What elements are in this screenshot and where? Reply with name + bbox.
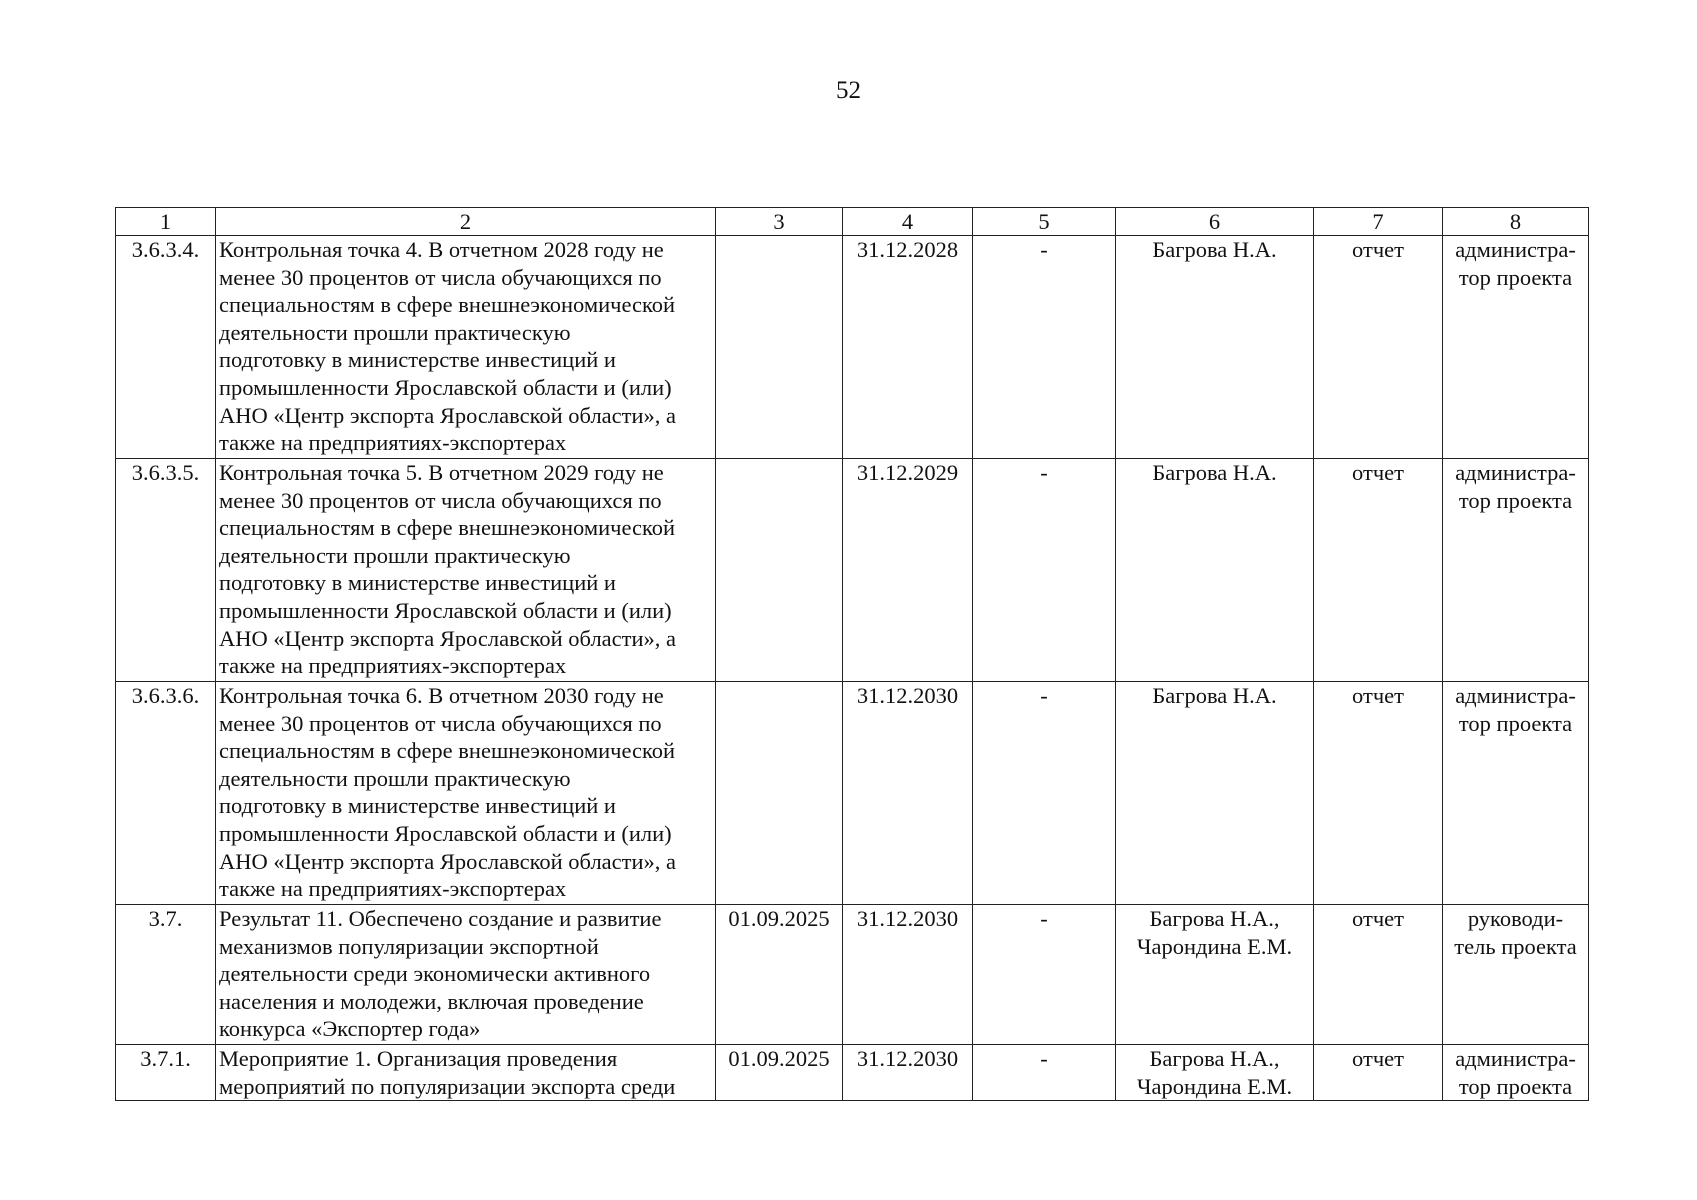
header-cell: 8 xyxy=(1443,208,1589,236)
description-line: АНО «Центр экспорта Ярославской области», а xyxy=(219,848,677,874)
table-row xyxy=(116,236,1589,459)
responsible-name: Багрова Н.А., xyxy=(1149,906,1280,931)
item-number: 3.6.3.4. xyxy=(116,236,216,459)
result-type: отчет xyxy=(1314,459,1443,682)
page-number: 52 xyxy=(836,77,861,104)
description-line: деятельности прошли практическую xyxy=(219,542,571,568)
start-date xyxy=(716,459,843,682)
end-date: 31.12.2028 xyxy=(843,236,973,459)
role xyxy=(1443,905,1589,1045)
description-line: промышленности Ярославской области и (или) xyxy=(219,820,672,846)
header-cell: 1 xyxy=(116,208,216,236)
item-description xyxy=(216,236,716,459)
role-line: тор проекта xyxy=(1458,264,1573,290)
item-number: 3.7.1. xyxy=(116,1045,216,1101)
responsible-name: Чарондина Е.М. xyxy=(1136,1073,1293,1099)
role-line: администра- xyxy=(1455,237,1576,262)
description-line: АНО «Центр экспорта Ярославской области», а xyxy=(219,402,677,428)
role xyxy=(1443,682,1589,905)
plan-table xyxy=(115,207,1589,1101)
col5-value: - xyxy=(973,905,1116,1045)
responsible-name: Багрова Н.А., xyxy=(1149,1046,1280,1071)
header-cell: 5 xyxy=(973,208,1116,236)
description-line: населения и молодежи, включая проведение xyxy=(219,988,644,1014)
responsible-name: Багрова Н.А. xyxy=(1152,683,1277,708)
table-row xyxy=(116,682,1589,905)
header-row xyxy=(116,208,1589,236)
description-line: менее 30 процентов от числа обучающихся по xyxy=(219,710,662,736)
role-line: тель проекта xyxy=(1454,933,1577,959)
description-line: Контрольная точка 4. В отчетном 2028 году не xyxy=(219,237,664,262)
description-line: менее 30 процентов от числа обучающихся по xyxy=(219,264,662,290)
role-line: тор проекта xyxy=(1458,1073,1573,1099)
responsible-name: Багрова Н.А. xyxy=(1152,460,1277,485)
col5-value: - xyxy=(973,236,1116,459)
header-cell: 6 xyxy=(1116,208,1314,236)
table-row xyxy=(116,459,1589,682)
start-date xyxy=(716,682,843,905)
description-line: конкурса «Экспортер года» xyxy=(219,1016,481,1042)
description-line: специальностям в сфере внешнеэкономической xyxy=(219,292,676,318)
responsible-name: Чарондина Е.М. xyxy=(1136,933,1293,959)
col5-value: - xyxy=(973,682,1116,905)
description-line: мероприятий по популяризации экспорта среди xyxy=(219,1073,676,1099)
role xyxy=(1443,1045,1589,1101)
start-date xyxy=(716,236,843,459)
col5-value: - xyxy=(973,459,1116,682)
role-line: тор проекта xyxy=(1458,487,1573,513)
description-line: подготовку в министерстве инвестиций и xyxy=(219,793,616,819)
responsible xyxy=(1116,905,1314,1045)
description-line: Контрольная точка 5. В отчетном 2029 году не xyxy=(219,460,664,485)
end-date: 31.12.2030 xyxy=(843,1045,973,1101)
end-date: 31.12.2030 xyxy=(843,905,973,1045)
header-cell: 2 xyxy=(216,208,716,236)
role-line: администра- xyxy=(1455,683,1576,708)
description-line: также на предприятиях-экспортерах xyxy=(219,653,567,679)
header-cell: 3 xyxy=(716,208,843,236)
start-date: 01.09.2025 xyxy=(716,1045,843,1101)
role-line: администра- xyxy=(1455,1046,1576,1071)
description-line: механизмов популяризации экспортной xyxy=(219,933,599,959)
item-description xyxy=(216,1045,716,1101)
description-line: Мероприятие 1. Организация проведения xyxy=(219,1046,618,1071)
start-date: 01.09.2025 xyxy=(716,905,843,1045)
description-line: специальностям в сфере внешнеэкономической xyxy=(219,515,676,541)
responsible xyxy=(1116,236,1314,459)
end-date: 31.12.2029 xyxy=(843,459,973,682)
header-cell: 7 xyxy=(1314,208,1443,236)
item-description xyxy=(216,459,716,682)
result-type: отчет xyxy=(1314,236,1443,459)
description-line: подготовку в министерстве инвестиций и xyxy=(219,347,616,373)
description-line: промышленности Ярославской области и (или) xyxy=(219,597,672,623)
responsible xyxy=(1116,459,1314,682)
item-description xyxy=(216,682,716,905)
description-line: специальностям в сфере внешнеэкономической xyxy=(219,738,676,764)
item-number: 3.7. xyxy=(116,905,216,1045)
description-line: менее 30 процентов от числа обучающихся по xyxy=(219,487,662,513)
description-line: также на предприятиях-экспортерах xyxy=(219,430,567,456)
description-line: также на предприятиях-экспортерах xyxy=(219,876,567,902)
item-number: 3.6.3.5. xyxy=(116,459,216,682)
description-line: деятельности прошли практическую xyxy=(219,319,571,345)
description-line: АНО «Центр экспорта Ярославской области», а xyxy=(219,625,677,651)
role-line: администра- xyxy=(1455,460,1576,485)
role xyxy=(1443,459,1589,682)
item-number: 3.6.3.6. xyxy=(116,682,216,905)
role-line: руководи- xyxy=(1467,906,1564,931)
responsible xyxy=(1116,1045,1314,1101)
result-type: отчет xyxy=(1314,682,1443,905)
description-line: подготовку в министерстве инвестиций и xyxy=(219,570,616,596)
result-type: отчет xyxy=(1314,1045,1443,1101)
description-line: Контрольная точка 6. В отчетном 2030 году не xyxy=(219,683,664,708)
table-row xyxy=(116,1045,1589,1101)
responsible-name: Багрова Н.А. xyxy=(1152,237,1277,262)
role-line: тор проекта xyxy=(1458,710,1573,736)
responsible xyxy=(1116,682,1314,905)
header-cell: 4 xyxy=(843,208,973,236)
description-line: деятельности среди экономически активного xyxy=(219,961,651,987)
result-type: отчет xyxy=(1314,905,1443,1045)
end-date: 31.12.2030 xyxy=(843,682,973,905)
description-line: Результат 11. Обеспечено создание и развитие xyxy=(219,906,662,931)
table-row xyxy=(116,905,1589,1045)
description-line: промышленности Ярославской области и (или) xyxy=(219,374,672,400)
role xyxy=(1443,236,1589,459)
col5-value: - xyxy=(973,1045,1116,1101)
description-line: деятельности прошли практическую xyxy=(219,765,571,791)
item-description xyxy=(216,905,716,1045)
